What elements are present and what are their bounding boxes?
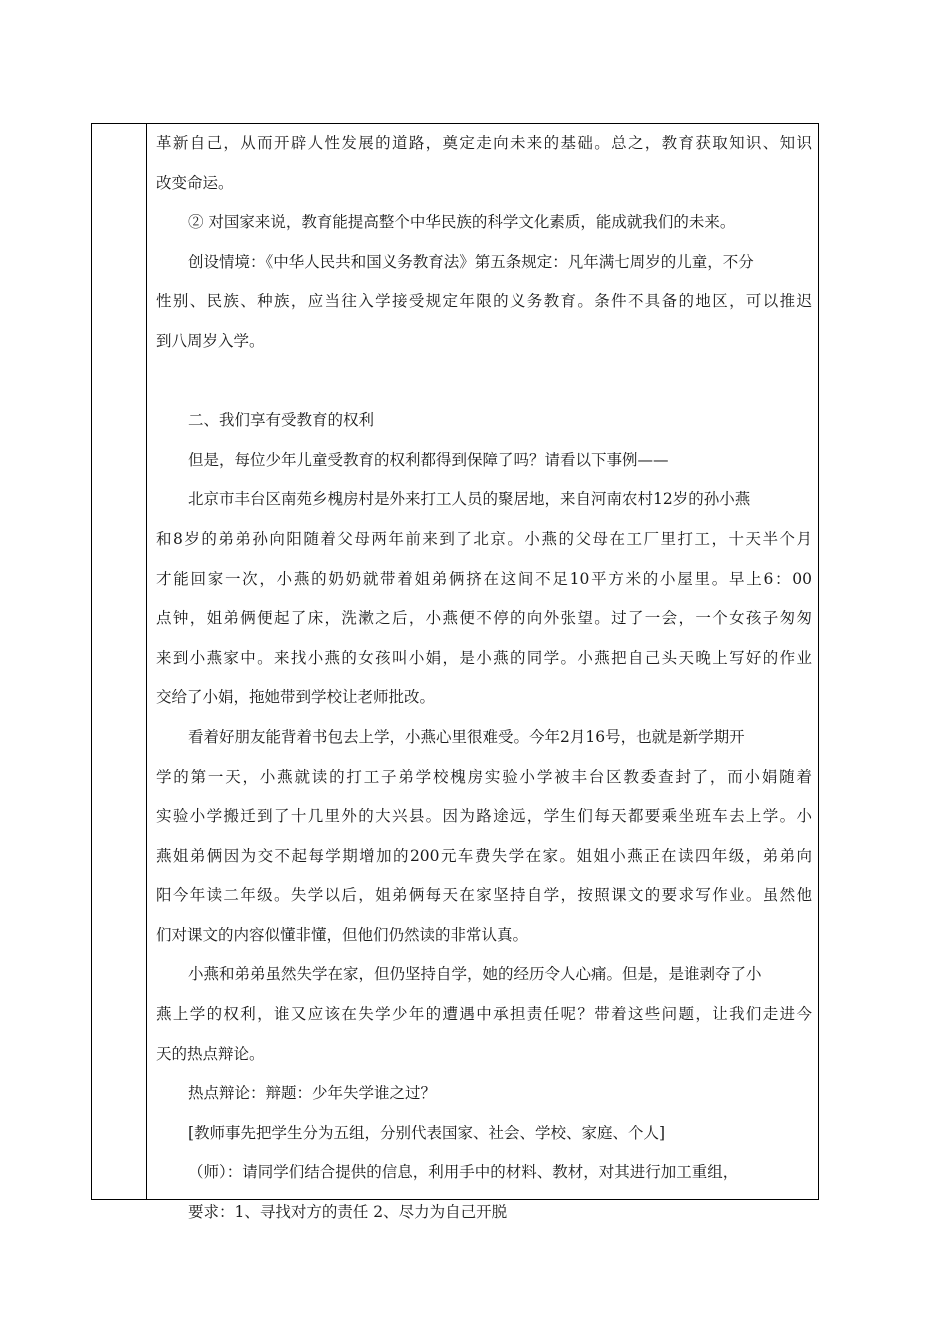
blank-line xyxy=(156,362,812,402)
text-line: 燕姐弟俩因为交不起每学期增加的200元车费失学在家。姐姐小燕正在读四年级，弟弟向 xyxy=(156,846,812,865)
text-line: 来到小燕家中。来找小燕的女孩叫小娟，是小燕的同学。小燕把自己头天晚上写好的作业 xyxy=(156,648,812,667)
text-line: 到八周岁入学。 xyxy=(156,331,265,350)
text-line: 要求：1、寻找对方的责任 2、尽力为自己开脱 xyxy=(188,1203,508,1222)
text-line: 小燕和弟弟虽然失学在家，但仍坚持自学，她的经历令人心痛。但是，是谁剥夺了小 xyxy=(188,965,762,984)
lesson-table xyxy=(91,123,819,1222)
text-line: 革新自己，从而开辟人性发展的道路，奠定走向未来的基础。总之，教育获取知识、知识 xyxy=(156,134,812,152)
section-heading: 二、我们享有受教育的权利 xyxy=(188,411,375,430)
text-line: [教师事先把学生分为五组，分别代表国家、社会、学校、家庭、个人] xyxy=(188,1123,666,1142)
text-line: 燕上学的权利，谁又应该在失学少年的遭遇中承担责任呢？带着这些问题，让我们走进今 xyxy=(156,1005,812,1024)
text-line: 学的第一天，小燕就读的打工子弟学校槐房实验小学被丰台区教委查封了，而小娟随着 xyxy=(156,767,812,786)
text-line: 看着好朋友能背着书包去上学，小燕心里很难受。今年2月16号，也就是新学期开 xyxy=(188,727,745,746)
left-column-cell xyxy=(92,124,147,1199)
text-line: 阳今年读二年级。失学以后，姐弟俩每天在家坚持自学，按照课文的要求写作业。虽然他 xyxy=(156,886,812,905)
text-line: 和8岁的弟弟孙向阳随着父母两年前来到了北京。小燕的父母在工厂里打工，十天半个月 xyxy=(156,529,812,548)
text-line: 才能回家一次，小燕的奶奶就带着姐弟俩挤在这间不足10平方米的小屋里。早上6：00 xyxy=(156,569,812,588)
text-line: 们对课文的内容似懂非懂，但他们仍然读的非常认真。 xyxy=(156,925,529,944)
text-line: 交给了小娟，拖她带到学校让老师批改。 xyxy=(156,688,436,707)
text-line: 实验小学搬迁到了十几里外的大兴县。因为路途远，学生们每天都要乘坐班车去上学。小 xyxy=(156,807,812,826)
text-line: 改变命运。 xyxy=(156,173,234,192)
text-line: 天的热点辩论。 xyxy=(156,1044,265,1063)
text-line: 点钟，姐弟俩便起了床，洗漱之后，小燕便不停的向外张望。过了一会，一个女孩子匆匆 xyxy=(156,609,812,628)
text-line: 但是，每位少年儿童受教育的权利都得到保障了吗？请看以下事例—— xyxy=(188,450,669,469)
text-line: （师）：请同学们结合提供的信息，利用手中的材料、教材，对其进行加工重组， xyxy=(188,1163,739,1182)
content-cell xyxy=(156,124,812,1233)
text-line: 北京市丰台区南苑乡槐房村是外来打工人员的聚居地，来自河南农村12岁的孙小燕 xyxy=(188,490,751,509)
text-line: 创设情境：《中华人民共和国义务教育法》第五条规定：凡年满七周岁的儿童，不分 xyxy=(188,252,754,271)
text-line: 热点辩论：辩题：少年失学谁之过？ xyxy=(188,1084,437,1103)
text-line: 性别、民族、种族，应当往入学接受规定年限的义务教育。条件不具备的地区，可以推迟 xyxy=(156,292,812,311)
text-line: ② 对国家来说，教育能提高整个中华民族的科学文化素质，能成就我们的未来。 xyxy=(188,213,736,232)
